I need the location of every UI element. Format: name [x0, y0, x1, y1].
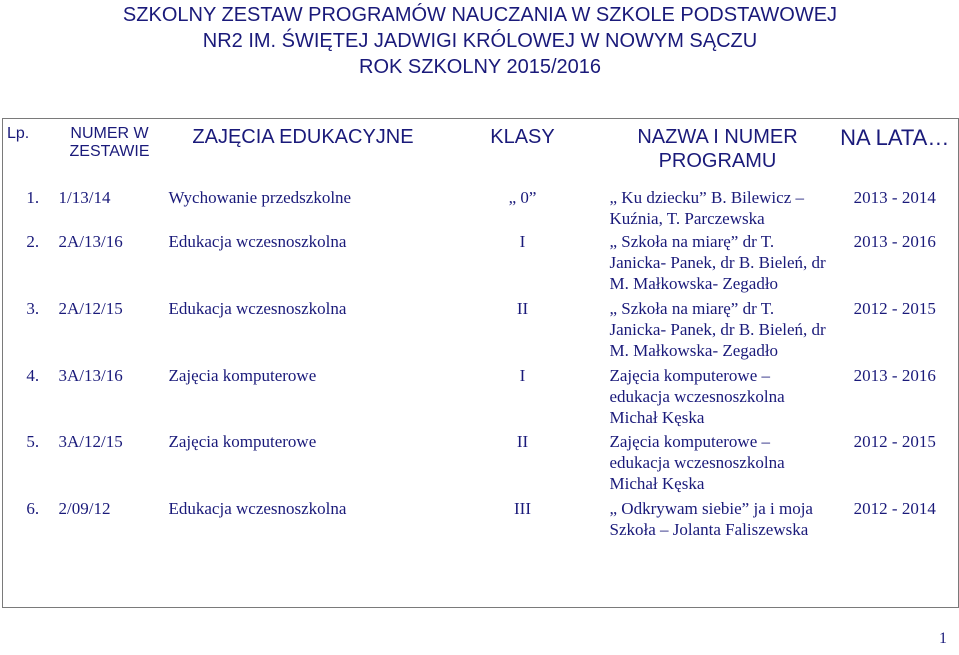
cell-klasy: I	[519, 365, 526, 385]
program-table	[2, 118, 959, 608]
table-header-row	[3, 119, 959, 187]
header-nazwa: NAZWA I NUMER PROGRAMU	[637, 126, 798, 172]
table-row	[3, 498, 959, 608]
cell-numer: 2A/13/16	[58, 231, 123, 251]
cell-lata: 2012 - 2014	[853, 498, 936, 518]
title-line-1: SZKOLNY ZESTAW PROGRAMÓW NAUCZANIA W SZKOLE PODSTAWOWEJ	[122, 4, 838, 26]
cell-lata: 2012 - 2015	[853, 298, 936, 318]
table-row	[3, 187, 959, 231]
cell-nazwa: Zajęcia komputerowe – edukacja wczesnoszkolna Michał Kęska	[609, 431, 785, 493]
cell-klasy: II	[516, 431, 529, 451]
header-lata: NA LATA…	[840, 125, 950, 150]
header-lp: Lp.	[7, 125, 30, 142]
cell-zajecia: Edukacja wczesnoszkolna	[168, 498, 347, 518]
document-title	[60, 2, 900, 80]
cell-numer: 1/13/14	[58, 187, 111, 207]
cell-lp: 4.	[26, 365, 40, 385]
title-line-2: NR2 IM. ŚWIĘTEJ JADWIGI KRÓLOWEJ W NOWYM SĄCZU	[202, 30, 758, 52]
header-zajecia: ZAJĘCIA EDUKACYJNE	[192, 126, 414, 148]
cell-zajecia: Zajęcia komputerowe	[168, 431, 317, 451]
cell-lp: 3.	[26, 298, 40, 318]
table-row	[3, 431, 959, 498]
cell-numer: 3A/13/16	[58, 365, 123, 385]
cell-lata: 2013 - 2016	[853, 365, 936, 385]
cell-nazwa: „ Odkrywam siebie” ja i moja Szkoła – Jolanta Faliszewska	[609, 498, 813, 539]
cell-nazwa: Zajęcia komputerowe – edukacja wczesnoszkolna Michał Kęska	[609, 365, 785, 427]
cell-klasy: II	[516, 298, 529, 318]
cell-numer: 2A/12/15	[58, 298, 123, 318]
page-number: 1	[939, 630, 947, 647]
cell-zajecia: Zajęcia komputerowe	[168, 365, 317, 385]
cell-klasy: „ 0”	[508, 187, 537, 207]
cell-nazwa: „ Szkoła na miarę” dr T. Janicka- Panek, dr B. Bieleń, dr M. Małkowska- Zegadło	[609, 231, 826, 293]
cell-klasy: III	[514, 498, 531, 518]
table-row	[3, 365, 959, 431]
header-klasy: KLASY	[490, 126, 555, 148]
cell-nazwa: „ Ku dziecku” B. Bilewicz – Kuźnia, T. Parczewska	[609, 187, 804, 228]
cell-zajecia: Edukacja wczesnoszkolna	[168, 298, 347, 318]
cell-klasy: I	[519, 231, 526, 251]
cell-lp: 1.	[26, 187, 40, 207]
cell-lata: 2012 - 2015	[853, 431, 936, 451]
table-row	[3, 298, 959, 365]
cell-nazwa: „ Szkoła na miarę” dr T. Janicka- Panek, dr B. Bieleń, dr M. Małkowska- Zegadło	[609, 298, 826, 360]
cell-lp: 5.	[26, 431, 40, 451]
cell-lata: 2013 - 2016	[853, 231, 936, 251]
cell-zajecia: Wychowanie przedszkolne	[168, 187, 352, 207]
title-line-3: ROK SZKOLNY 2015/2016	[359, 56, 601, 78]
table-row	[3, 231, 959, 298]
cell-lp: 2.	[26, 231, 40, 251]
cell-lata: 2013 - 2014	[853, 187, 936, 207]
cell-numer: 2/09/12	[58, 498, 111, 518]
header-numer: NUMER W ZESTAWIE	[69, 125, 150, 160]
cell-zajecia: Edukacja wczesnoszkolna	[168, 231, 347, 251]
cell-numer: 3A/12/15	[58, 431, 123, 451]
cell-lp: 6.	[26, 498, 40, 518]
